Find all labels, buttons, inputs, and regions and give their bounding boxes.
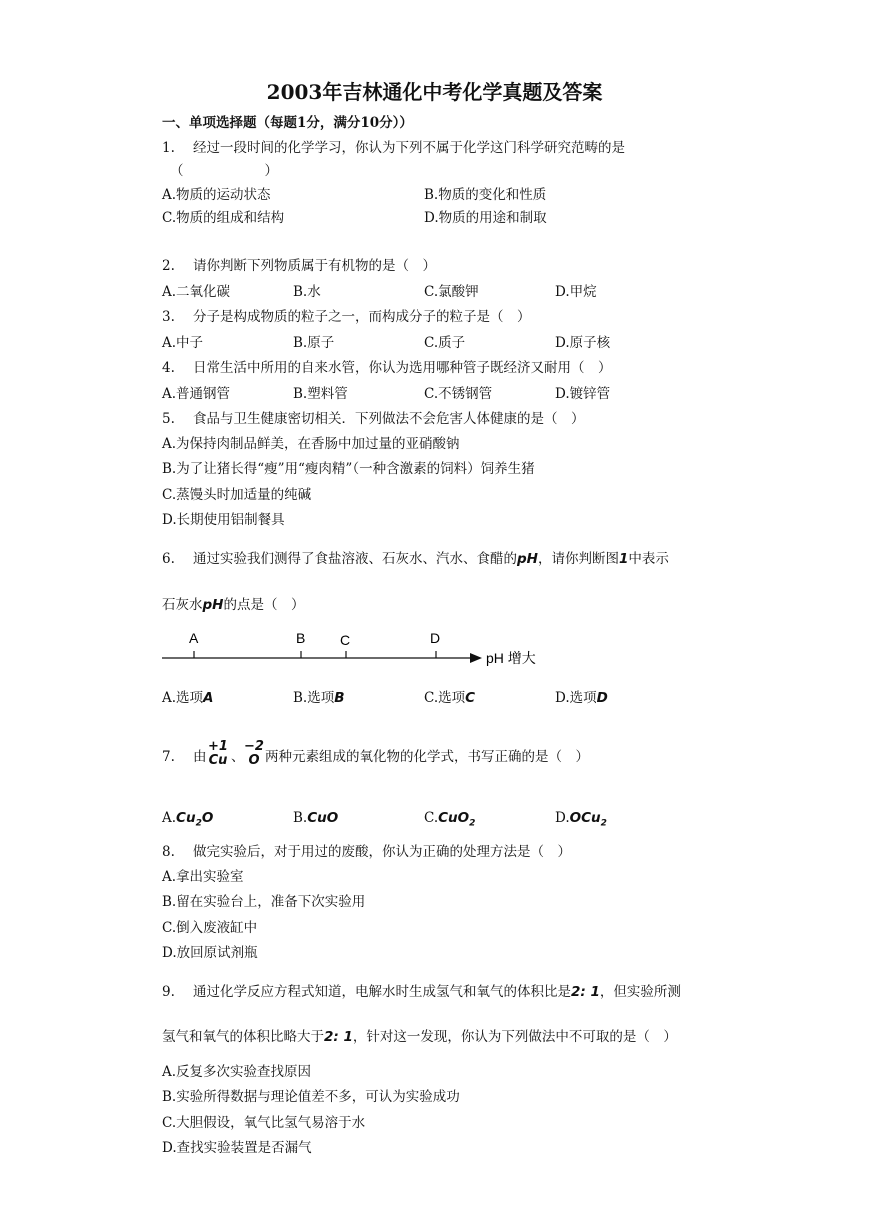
page-title: 2003年吉林通化中考化学真题及答案 xyxy=(266,80,603,104)
q6-option-a: A.选项A xyxy=(162,690,214,706)
q9-stem xyxy=(193,983,681,1001)
q6-line2-part1: 石灰水 xyxy=(162,597,203,613)
q2-stem: 请你判断下列物质属于有机物的是（ ） xyxy=(193,258,436,274)
q5-option-d: D.长期使用铝制餐具 xyxy=(162,512,285,528)
q1-stem: 经过一段时间的化学学习，你认为下列不属于化学这门科学研究范畴的是 xyxy=(193,140,625,156)
q4-number: 4. xyxy=(162,360,175,376)
q2-option-d: D.甲烷 xyxy=(555,284,597,300)
q5-option-c: C.蒸馒头时加适量的纯碱 xyxy=(162,487,312,503)
q9-option-b: B.实验所得数据与理论值差不多，可认为实验成功 xyxy=(162,1089,460,1105)
q5-option-b: B.为了让猪长得“瘦”用“瘦肉精”（一种含激素的饲料）饲养生猪 xyxy=(162,461,535,477)
q4-option-c: C.不锈钢管 xyxy=(424,386,493,402)
q3-option-a: A.中子 xyxy=(162,335,204,351)
ph-number-line-diagram xyxy=(160,626,550,670)
q8-option-c: C.倒入废液缸中 xyxy=(162,920,258,936)
q9-ratio-2: 2: 1 xyxy=(324,1029,353,1045)
q9-number: 9. xyxy=(162,984,175,1000)
q3-option-d: D.原子核 xyxy=(555,335,611,351)
q4-option-d: D.镀锌管 xyxy=(555,386,611,402)
q1-option-d: D.物质的用途和制取 xyxy=(424,210,547,226)
point-c-label: C xyxy=(340,632,351,648)
q6-ph-symbol-2: pH xyxy=(202,597,224,613)
ph-axis-arrowhead xyxy=(470,653,482,663)
q7-option-c: C.CuO$_2$ xyxy=(424,810,476,829)
q2-option-a: A.二氧化碳 xyxy=(162,284,231,300)
q2-option-b: B.水 xyxy=(293,284,321,300)
q6-ph-symbol: pH xyxy=(517,551,538,567)
q5-stem: 食品与卫生健康密切相关．下列做法不会危害人体健康的是（ ） xyxy=(193,411,585,427)
q6-number: 6. xyxy=(162,551,175,567)
q9-stem-part1: 通过化学反应方程式知道，电解水时生成氢气和氧气的体积比是 xyxy=(193,984,571,1000)
q7-stem: 两种元素组成的氧化物的化学式，书写正确的是（ ） xyxy=(265,749,589,765)
q9-option-a: A.反复多次实验查找原因 xyxy=(162,1064,312,1080)
q1-option-b: B.物质的变化和性质 xyxy=(424,187,547,203)
o-valence: −2 xyxy=(244,739,264,754)
ph-axis-label: pH 增大 xyxy=(486,650,536,666)
q5-number: 5. xyxy=(162,411,175,427)
q3-number: 3. xyxy=(162,309,175,325)
cu-valence: +1 xyxy=(208,739,228,754)
q2-number: 2. xyxy=(162,258,175,274)
q9-ratio: 2: 1 xyxy=(571,984,600,1000)
q3-stem: 分子是构成物质的粒子之一，而构成分子的粒子是（ ） xyxy=(193,309,531,325)
q7-pre: 由 xyxy=(193,749,207,765)
q9-line2-part2: ，针对这一发现，你认为下列做法中不可取的是（ ） xyxy=(352,1029,677,1045)
o-symbol: O xyxy=(248,753,260,768)
q7-option-a: $A.Cu_2O$ xyxy=(162,810,214,829)
point-a-label: A xyxy=(189,630,199,646)
q9-stem-line2 xyxy=(162,1028,677,1046)
q6-line2-part2: 的点是（ ） xyxy=(223,597,305,613)
q3-option-c: C.质子 xyxy=(424,335,466,351)
q6-stem-line2 xyxy=(162,596,304,614)
q4-option-b: B.塑料管 xyxy=(293,386,348,402)
q7-option-d: D.OCu$_2$ xyxy=(555,810,607,829)
q6-stem-part1: 通过实验我们测得了食盐溶液、石灰水、汽水、食醋的 xyxy=(193,551,517,567)
q7-option-b: B.CuO xyxy=(293,810,339,826)
q1-option-a: A.物质的运动状态 xyxy=(162,187,271,203)
cu-valence-notation xyxy=(208,740,228,768)
q6-stem xyxy=(193,550,669,568)
point-b-label: B xyxy=(296,630,306,646)
q9-line2-part1: 氢气和氧气的体积比略大于 xyxy=(162,1029,324,1045)
point-d-label: D xyxy=(430,630,441,646)
q6-option-c: C.选项C xyxy=(424,690,476,706)
q6-option-d: D.选项D xyxy=(555,690,608,706)
q3-option-b: B.原子 xyxy=(293,335,335,351)
q8-option-b: B.留在实验台上，准备下次实验用 xyxy=(162,894,366,910)
q8-stem: 做完实验后，对于用过的废酸，你认为正确的处理方法是（ ） xyxy=(193,844,571,860)
q6-option-b: B.选项B xyxy=(293,690,345,706)
q8-number: 8. xyxy=(162,844,175,860)
q8-option-d: D.放回原试剂瓶 xyxy=(162,945,258,961)
q9-stem-part2: ，但实验所测 xyxy=(599,984,681,1000)
cu-symbol: Cu xyxy=(208,753,228,768)
q4-stem: 日常生活中所用的自来水管，你认为选用哪种管子既经济又耐用（ ） xyxy=(193,360,612,376)
q1-option-c: C.物质的组成和结构 xyxy=(162,210,285,226)
q4-option-a: A.普通钢管 xyxy=(162,386,231,402)
o-valence-notation xyxy=(244,740,264,768)
q6-figure-number: 1 xyxy=(618,551,629,567)
q9-option-c: C.大胆假设，氧气比氢气易溶于水 xyxy=(162,1115,366,1131)
section-heading: 一、单项选择题（每题1分，满分10分）） xyxy=(162,115,413,131)
q6-stem-part2: ，请你判断图 xyxy=(537,551,619,567)
q5-option-a: A.为保持肉制品鲜美，在香肠中加过量的亚硝酸钠 xyxy=(162,436,460,452)
q8-option-a: A.拿出实验室 xyxy=(162,869,244,885)
q9-option-d: D.查找实验装置是否漏气 xyxy=(162,1140,312,1156)
q1-number: 1. xyxy=(162,140,175,156)
q2-option-c: C.氯酸钾 xyxy=(424,284,479,300)
q1-answer-bracket: （ ） xyxy=(170,163,278,179)
q7-separator: 、 xyxy=(231,749,245,765)
q6-stem-part3: 中表示 xyxy=(628,551,669,567)
q7-number: 7. xyxy=(162,749,175,765)
